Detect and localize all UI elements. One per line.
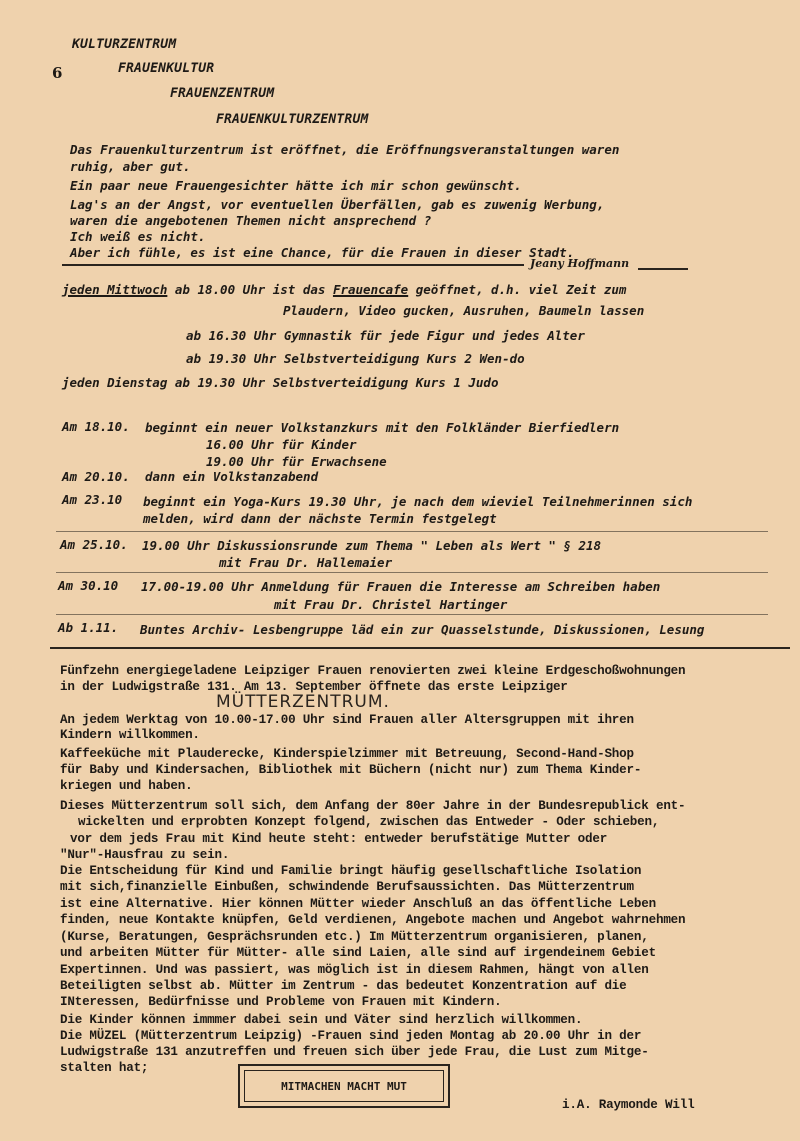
section-divider — [50, 647, 790, 649]
article-line-24: stalten hat; — [60, 1061, 149, 1075]
article-line-8: Dieses Mütterzentrum soll sich, dem Anfang der 80er Jahre in der Bundesrepublick ent- — [60, 799, 686, 813]
event-text-5b: mit Frau Dr. Christel Hartinger — [274, 597, 508, 612]
header-line-1: KULTURZENTRUM — [72, 37, 177, 52]
intro-line-2: ruhig, aber gut. — [70, 159, 191, 174]
wednesday-time: ab 18.00 Uhr ist das — [174, 282, 326, 297]
event-date-1: Am 18.10. — [62, 419, 130, 434]
wednesday-activities: Plaudern, Video gucken, Ausruhen, Baumeln lassen — [283, 303, 645, 318]
article-line-20: INteressen, Bedürfnisse und Probleme von Frauen mit Kindern. — [60, 995, 502, 1009]
article-line-1: Fünfzehn energiegeladene Leipziger Frauen renovierten zwei kleine Erdgeschoßwohnungen — [60, 664, 686, 678]
frauencafe-label: Frauencafe — [332, 282, 409, 297]
article-line-7: kriegen und haben. — [60, 779, 193, 793]
self-defense-course-2: ab 19.30 Uhr Selbstverteidigung Kurs 2 Wen-do — [186, 351, 525, 366]
article-line-2: in der Ludwigstraße 131. Am 13. September öffnete das erste Leipziger — [60, 680, 568, 694]
article-line-10: vor dem jeds Frau mit Kind heute steht: entweder berufstätige Mutter oder — [70, 832, 608, 846]
article-line-23: Ludwigstraße 131 anzutreffen und freuen sich über jede Frau, die Lust zum Mitge- — [60, 1045, 649, 1059]
article-line-17: und arbeiten Mütter für Mütter- alle sind Laien, alle sind auf irgendeinem Gebiet — [60, 946, 656, 960]
intro-line-5: waren die angebotenen Themen nicht ansprechend ? — [70, 213, 432, 228]
header-line-3: FRAUENZENTRUM — [170, 86, 275, 101]
event-text-1: beginnt ein neuer Volkstanzkurs mit den Folkländer Bierfiedlern — [145, 420, 620, 435]
intro-underline — [62, 264, 524, 266]
event-text-3a: beginnt ein Yoga-Kurs 19.30 Uhr, je nach dem wieviel Teilnehmerinnen sich — [143, 494, 693, 509]
event-date-2: Am 20.10. — [62, 469, 130, 484]
signature-rule — [638, 268, 688, 270]
article-line-4: Kindern willkommen. — [60, 728, 200, 742]
event-text-3b: melden, wird dann der nächste Termin festgelegt — [143, 511, 497, 526]
page-number: 6 — [52, 64, 63, 82]
article-line-14: ist eine Alternative. Hier können Mütter wieder Anschluß an das öffentliche Leben — [60, 897, 656, 911]
gymnastics-line: ab 16.30 Uhr Gymnastik für jede Figur und jedes Alter — [186, 328, 585, 343]
motto-box — [238, 1064, 450, 1108]
article-line-9: wickelten und erprobten Konzept folgend, zwischen das Entweder - Oder schieben, — [78, 815, 660, 829]
article-line-11: "Nur"-Hausfrau zu sein. — [60, 848, 230, 862]
article-line-16: (Kurse, Beratungen, Gesprächsrunden etc.) Im Mütterzentrum organisieren, planen, — [60, 930, 649, 944]
intro-line-4: Lag's an der Angst, vor eventuellen Überfällen, gab es zuwenig Werbung, — [70, 197, 605, 212]
event-separator-2 — [56, 572, 768, 573]
wednesday-label: jeden Mittwoch — [62, 282, 168, 297]
event-date-5: Am 30.10 — [58, 578, 119, 593]
event-separator-1 — [56, 531, 768, 532]
event-sub-kinder: 16.00 Uhr für Kinder — [206, 437, 357, 452]
event-separator-3 — [56, 614, 768, 615]
event-text-5a: 17.00-19.00 Uhr Anmeldung für Frauen die Interesse am Schreiben haben — [141, 579, 661, 594]
event-date-4: Am 25.10. — [60, 537, 128, 552]
event-text-4a: 19.00 Uhr Diskussionsrunde zum Thema " Leben als Wert " § 218 — [142, 538, 602, 553]
article-line-12: Die Entscheidung für Kind und Familie bringt häufig gesellschaftliche Isolation — [60, 864, 642, 878]
event-date-3: Am 23.10 — [62, 492, 123, 507]
article-line-3: An jedem Werktag von 10.00-17.00 Uhr sind Frauen aller Altersgruppen mit ihren — [60, 713, 634, 727]
article-line-6: für Baby und Kindersachen, Bibliothek mit Büchern (nicht nur) zum Thema Kinder- — [60, 763, 642, 777]
article-line-5: Kaffeeküche mit Plauderecke, Kinderspielzimmer mit Betreuung, Second-Hand-Shop — [60, 747, 634, 761]
event-date-6: Ab 1.11. — [58, 620, 119, 635]
event-text-2: dann ein Volkstanzabend — [145, 469, 319, 484]
article-line-19: Beteiligten selbst ab. Mütter im Zentrum - das bedeutet Konzentration auf die — [60, 979, 627, 993]
article-line-22: Die MÜZEL (Mütterzentrum Leipzig) -Frauen sind jeden Montag ab 20.00 Uhr in der — [60, 1029, 642, 1043]
article-line-18: Expertinnen. Und was passiert, was möglich ist in diesem Rahmen, hängt von allen — [60, 963, 649, 977]
event-text-6: Buntes Archiv- Lesbengruppe läd ein zur Quasselstunde, Diskussionen, Lesung — [140, 622, 705, 637]
schedule-wednesday-row — [62, 282, 626, 297]
article-signature: i.A. Raymonde Will — [562, 1098, 695, 1112]
intro-line-1: Das Frauenkulturzentrum ist eröffnet, die Eröffnungsveranstaltungen waren — [70, 142, 620, 157]
motto-text: MITMACHEN MACHT MUT — [281, 1079, 407, 1093]
header-line-4: FRAUENKULTURZENTRUM — [216, 112, 369, 127]
tuesday-line: jeden Dienstag ab 19.30 Uhr Selbstverteidigung Kurs 1 Judo — [62, 375, 499, 390]
intro-line-3: Ein paar neue Frauengesichter hätte ich mir schon gewünscht. — [70, 178, 522, 193]
article-line-15: finden, neue Kontakte knüpfen, Geld verdienen, Angebote machen und Angebot wahrnehmen — [60, 913, 686, 927]
article-line-13: mit sich,finanzielle Einbußen, schwindende Berufsaussichten. Das Mütterzentrum — [60, 880, 634, 894]
muetterzentrum-stamp: MÜTTERZENTRUM. — [216, 692, 390, 712]
intro-line-7: Aber ich fühle, es ist eine Chance, für die Frauen in dieser Stadt. — [70, 245, 575, 260]
wednesday-open: geöffnet, d.h. viel Zeit zum — [415, 282, 627, 297]
intro-line-6: Ich weiß es nicht. — [70, 229, 206, 244]
signature: Jeany Hoffmann — [530, 257, 630, 270]
event-sub-erwachsene: 19.00 Uhr für Erwachsene — [206, 454, 387, 469]
header-line-2: FRAUENKULTUR — [118, 61, 215, 76]
event-text-4b: mit Frau Dr. Hallemaier — [219, 555, 393, 570]
article-line-21: Die Kinder können immmer dabei sein und Väter sind herzlich willkommen. — [60, 1013, 583, 1027]
